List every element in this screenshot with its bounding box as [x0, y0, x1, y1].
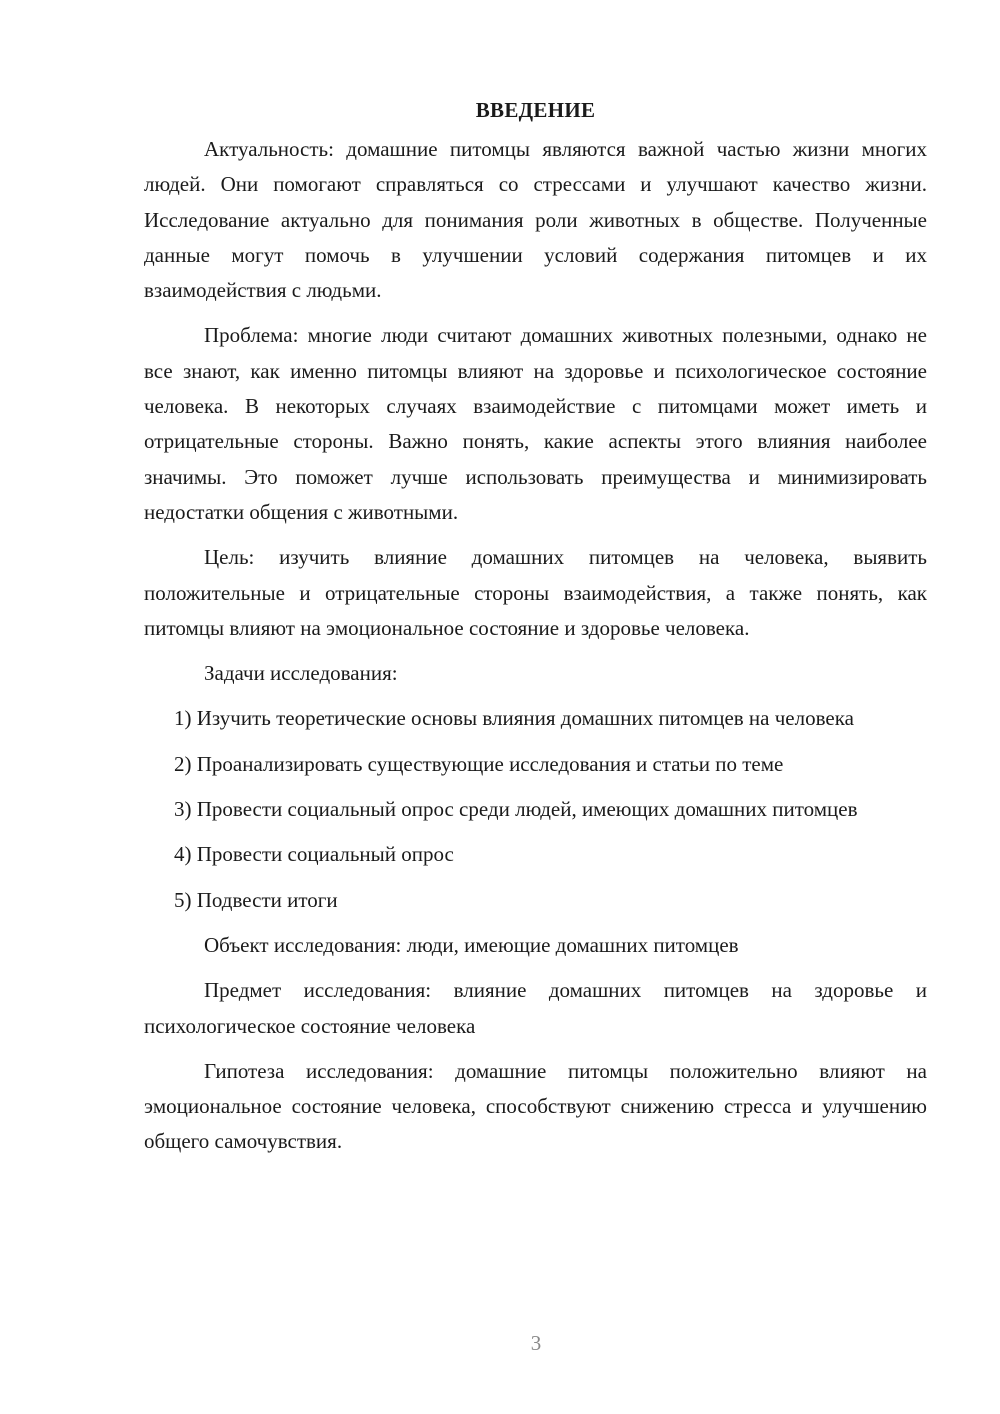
section-heading: ВВЕДЕНИЕ	[475, 98, 596, 122]
task-item-1: 1) Изучить теоретические основы влияния домашних питомцев на человека	[174, 706, 854, 731]
tasks-title: Задачи исследования:	[204, 661, 398, 686]
task-item-5: 5) Подвести итоги	[174, 887, 338, 912]
page-number: 3	[530, 1331, 542, 1355]
document-page	[144, 92, 927, 1170]
subject-paragraph: Предмет исследования: влияние домашних питомцев на здоровье и психологическое состояние человека	[144, 978, 927, 1038]
problem-paragraph: Проблема: многие люди считают домашних животных полезными, однако не все знают, как именно питомцы влияют на здоровье и психологическое состояние человека. В некоторых случаях взаимодействие с питомцами может иметь и отрицательные стороны. Важно понять, какие аспекты этого влияния наиболее значимы. Это поможет лучше использовать преимущества и минимизировать недостатки общения с животными.	[144, 323, 927, 524]
task-item-3: 3) Провести социальный опрос среди людей, имеющих домашних питомцев	[174, 797, 858, 822]
relevance-paragraph: Актуальность: домашние питомцы являются важной частью жизни многих людей. Они помогают справляться со стрессами и улучшают качество жизни. Исследование актуально для понимания роли животных в обществе. Полученные данные могут помочь в улучшении условий содержания питомцев и их взаимодействия с людьми.	[144, 137, 927, 303]
task-item-2: 2) Проанализировать существующие исследования и статьи по теме	[174, 751, 784, 776]
task-item-4: 4) Провести социальный опрос	[174, 842, 454, 867]
goal-paragraph: Цель: изучить влияние домашних питомцев на человека, выявить положительные и отрицательные стороны взаимодействия, а также понять, как питомцы влияют на эмоциональное состояние и здоровье человека.	[144, 545, 927, 640]
object-paragraph: Объект исследования: люди, имеющие домашних питомцев	[204, 932, 739, 957]
hypothesis-paragraph: Гипотеза исследования: домашние питомцы положительно влияют на эмоциональное состояние человека, способствуют снижению стресса и улучшению общего самочувствия.	[144, 1058, 927, 1154]
